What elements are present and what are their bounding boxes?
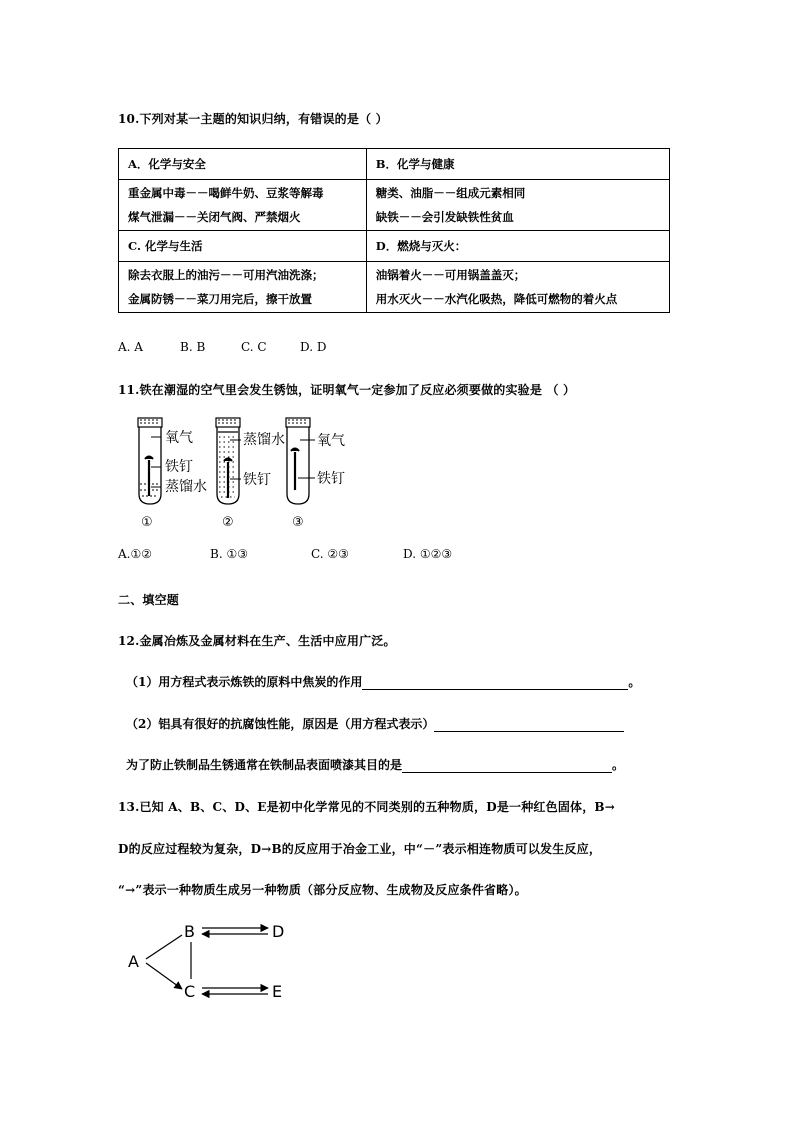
- t1-number: ①: [141, 515, 153, 530]
- t3-label-nail: 铁钉: [317, 471, 345, 487]
- relation-diagram: [120, 915, 320, 1010]
- cell-c-line1: 除去衣服上的油污－－可用汽油洗涤；: [128, 268, 324, 282]
- node-d: D: [272, 922, 285, 941]
- cell-c-body: [119, 262, 367, 313]
- cell-b-line1: 糖类、油脂－－组成元素相同: [375, 186, 526, 200]
- q10-option-d[interactable]: D. D: [300, 340, 327, 354]
- cell-b-line2: 缺铁－－会引发缺铁性贫血: [375, 210, 514, 224]
- cell-a-body: [119, 180, 367, 231]
- q12-part1-end: 。: [628, 675, 641, 689]
- edge-a-b: [146, 935, 182, 959]
- q12-part3-answer-blank[interactable]: [402, 760, 612, 773]
- q13-line1: 13.已知 A、B、C、D、E是初中化学常见的不同类别的五种物质，D是一种红色固体，B→: [118, 800, 616, 814]
- q11-option-d[interactable]: D. ①②③: [403, 547, 453, 561]
- tube-2: [216, 418, 241, 504]
- section-fill-blank-heading: 二、填空题: [118, 593, 180, 607]
- knowledge-table: [118, 148, 670, 313]
- edge-a-to-c: [146, 963, 182, 989]
- cell-a-line1: 重金属中毒－－喝鲜牛奶、豆浆等解毒: [128, 186, 324, 200]
- q10-option-b[interactable]: B. B: [180, 340, 206, 354]
- t3-number: ③: [292, 515, 304, 530]
- cell-d-body: [366, 262, 669, 313]
- cell-c-line2: 金属防锈－－菜刀用完后，擦干放置: [128, 292, 312, 306]
- q12-part2: [126, 715, 624, 732]
- t2-label-water: 蒸馏水: [243, 432, 285, 448]
- q13-line3: “→”表示一种物质生成另一种物质（部分反应物、生成物及反应条件省略）。: [118, 883, 527, 897]
- q10-stem: 10.下列对某一主题的知识归纳，有错误的是（ ）: [118, 112, 388, 126]
- q12-part1-text: （1）用方程式表示炼铁的原料中焦炭的作用: [126, 675, 363, 689]
- q13-line2: D的反应过程较为复杂，D→B的反应用于冶金工业，中“－”表示相连物质可以发生反应，: [118, 842, 602, 856]
- q12-part1-answer-blank[interactable]: [362, 677, 628, 690]
- t2-number: ②: [222, 515, 234, 530]
- t1-label-oxygen: 氧气: [165, 430, 193, 446]
- t1-label-water: 蒸馏水: [165, 479, 207, 495]
- cell-d-head: D．燃烧与灭火：: [366, 231, 669, 262]
- q12-stem: 12.金属冶炼及金属材料在生产、生活中应用广泛。: [118, 634, 396, 648]
- cell-a-line2: 煤气泄漏－－关闭气阀、严禁烟火: [128, 210, 301, 224]
- node-a: A: [128, 952, 139, 971]
- cell-d-line2: 用水灭火－－水汽化吸热，降低可燃物的着火点: [375, 292, 618, 306]
- q10-option-c[interactable]: C. C: [241, 340, 267, 354]
- q12-part3-text: 为了防止铁制品生锈通常在铁制品表面喷漆其目的是: [126, 758, 403, 772]
- q11-option-c[interactable]: C. ②③: [311, 547, 349, 561]
- q12-part3-end: 。: [612, 758, 625, 772]
- q12-part1: [126, 673, 640, 690]
- cell-b-body: [366, 180, 669, 231]
- cell-a-head: A．化学与安全: [119, 149, 367, 180]
- cell-d-line1: 油锅着火－－可用锅盖盖灭；: [375, 268, 526, 282]
- q11-option-b[interactable]: B. ①③: [210, 547, 248, 561]
- node-c: C: [184, 982, 196, 1001]
- tube-1: [138, 418, 162, 504]
- node-b: B: [184, 922, 195, 941]
- t2-label-nail: 铁钉: [243, 472, 271, 488]
- q11-stem: 11.铁在潮湿的空气里会发生锈蚀，证明氧气一定参加了反应必须要做的实验是 （ ）: [118, 383, 576, 397]
- test-tubes-figure: [118, 412, 378, 530]
- q12-part2-text: （2）铝具有很好的抗腐蚀性能，原因是（用方程式表示）: [126, 717, 435, 731]
- cell-c-head: C. 化学与生活: [119, 231, 367, 262]
- t3-label-oxygen: 氧气: [317, 433, 345, 449]
- cell-b-head: B．化学与健康: [366, 149, 669, 180]
- node-e: E: [272, 982, 283, 1001]
- q10-option-a[interactable]: A. A: [118, 340, 143, 354]
- q12-part3: [126, 756, 624, 773]
- t1-label-nail: 铁钉: [165, 459, 193, 475]
- q11-option-a[interactable]: A.①②: [118, 547, 152, 561]
- tube-3: [286, 418, 315, 504]
- q12-part2-answer-blank[interactable]: [434, 719, 624, 732]
